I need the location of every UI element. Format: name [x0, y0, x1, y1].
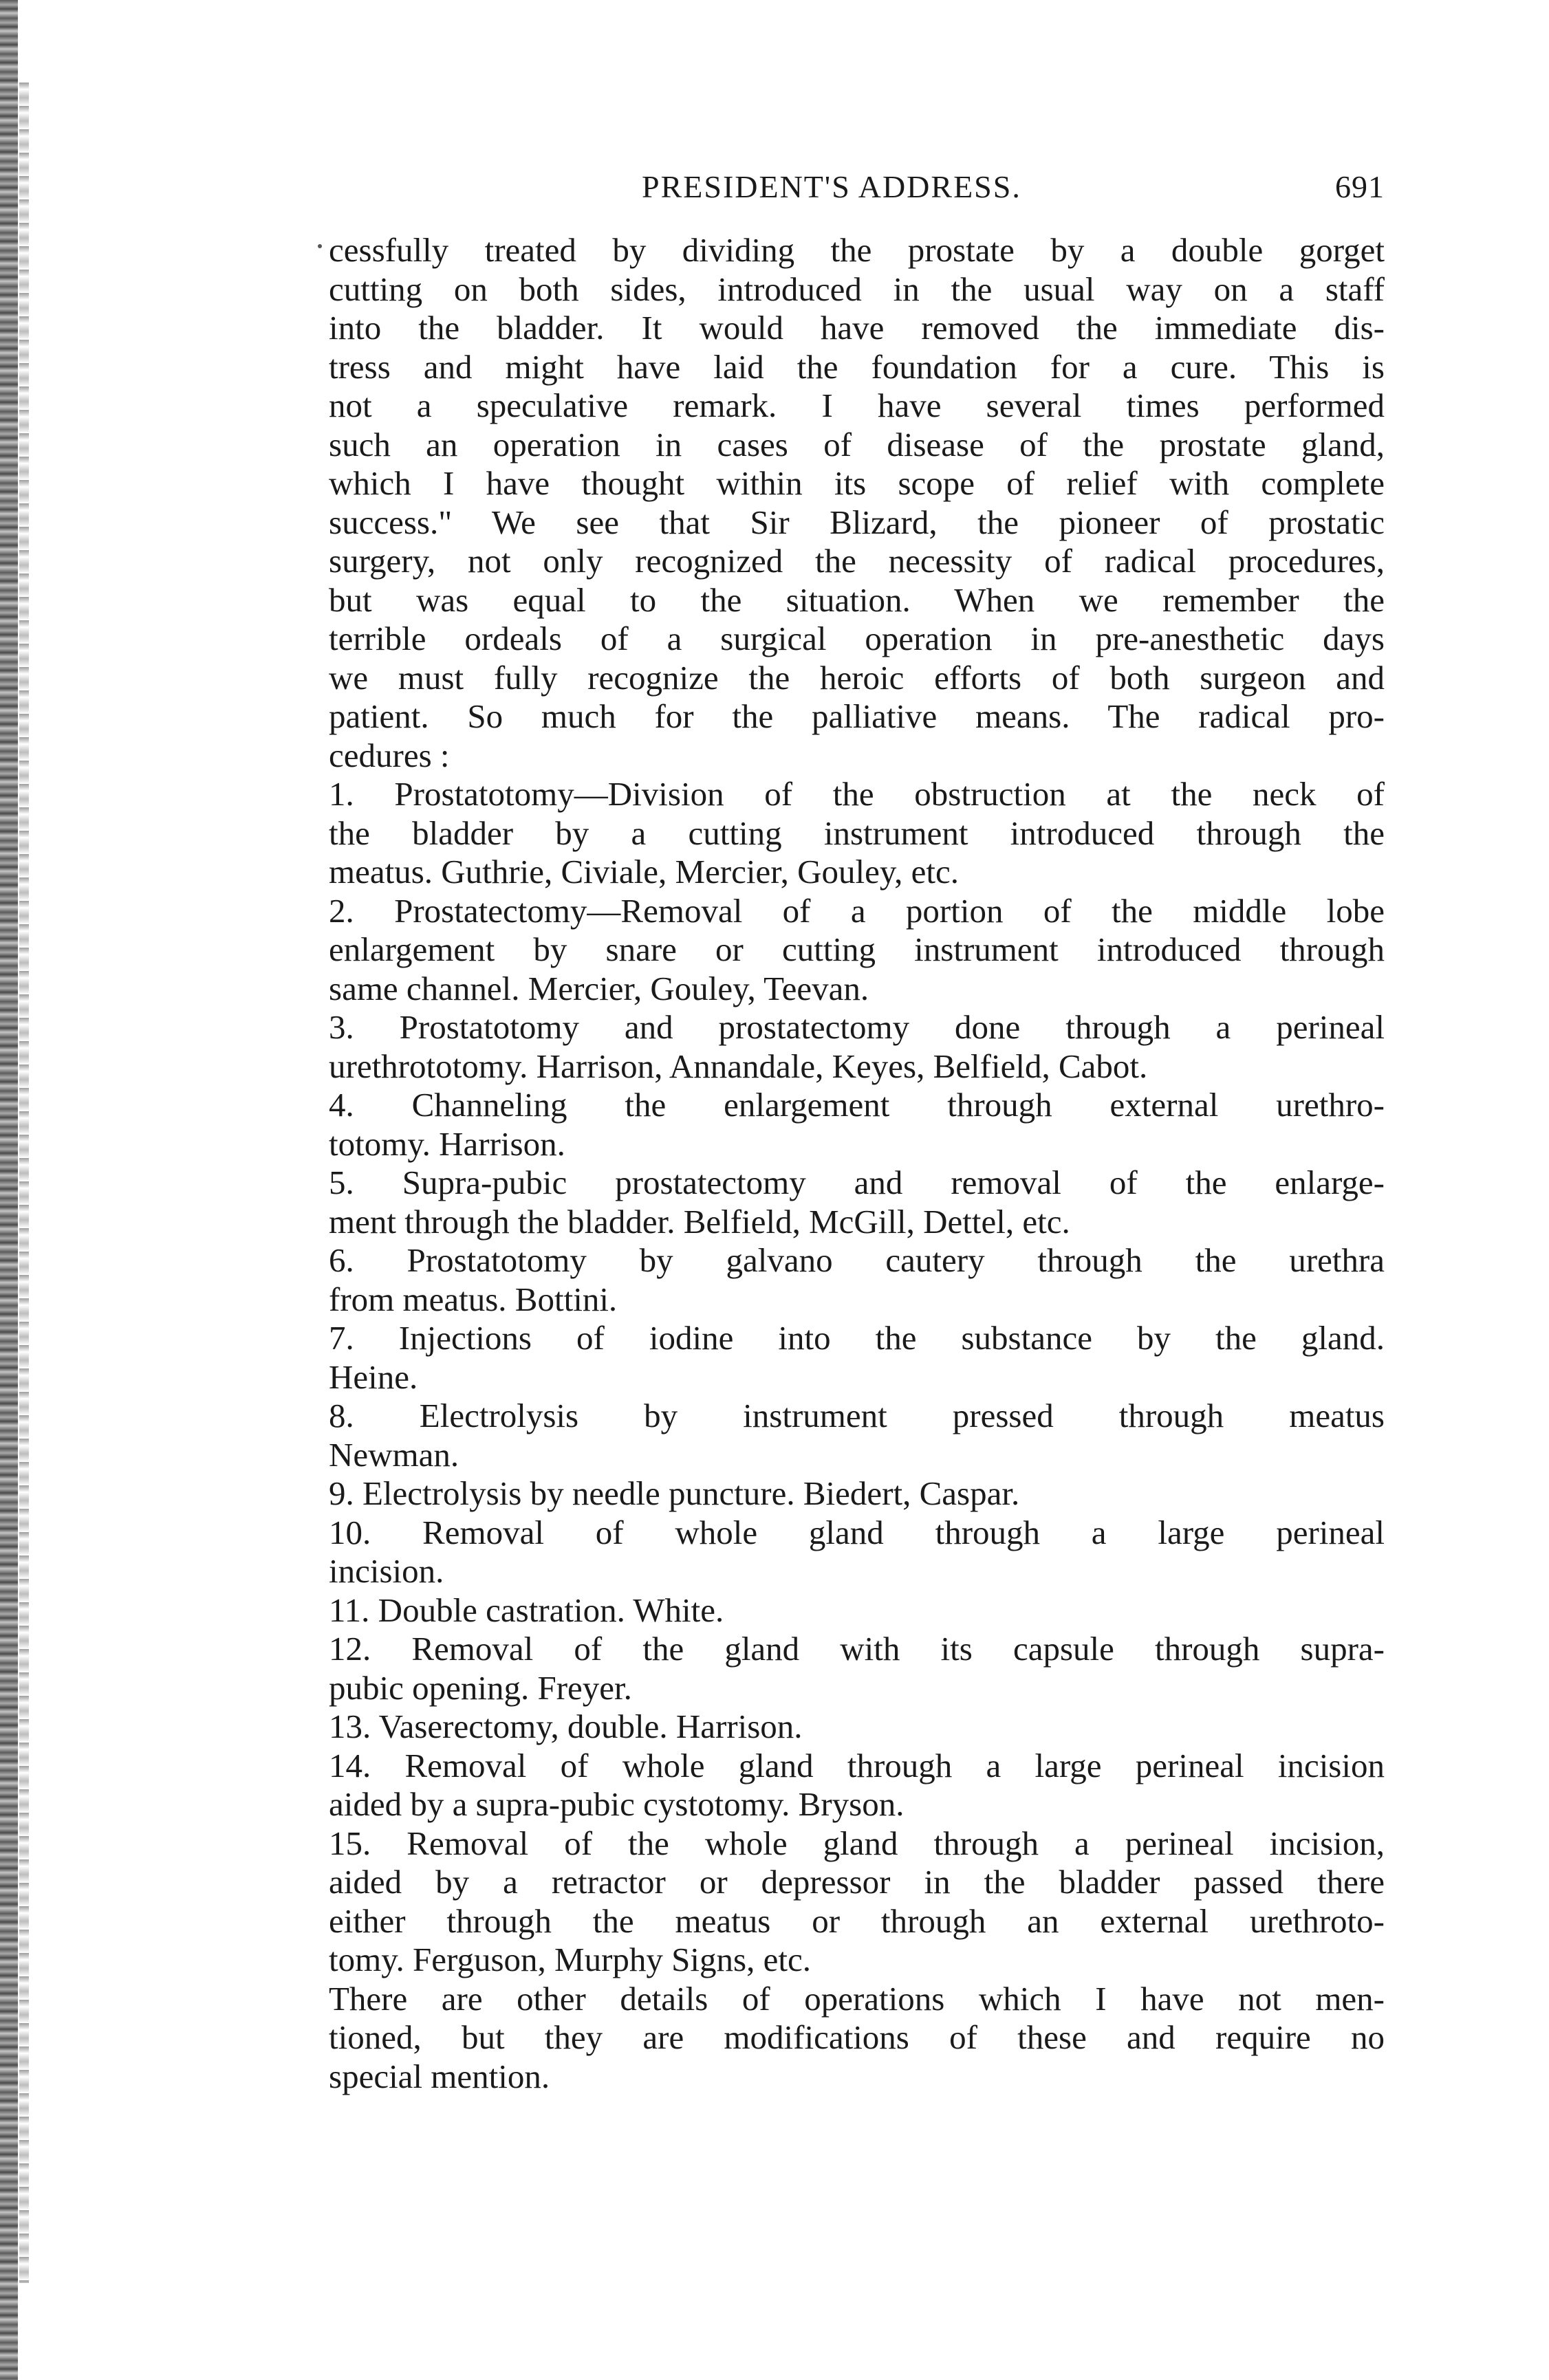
text-line: 5. Supra-pubic prostatectomy and removal of the enlarge- — [329, 1164, 1385, 1201]
page-header — [329, 168, 1385, 210]
text-line: urethrototomy. Harrison, Annandale, Keyes, Belfield, Cabot. — [329, 1047, 1148, 1085]
text-line: tress and might have laid the foundation for a cure. This is — [329, 347, 1385, 386]
text-line: into the bladder. It would have removed the immediate dis- — [329, 309, 1385, 347]
text-line: 15. Removal of the whole gland through a perineal incision, — [329, 1824, 1385, 1862]
text-line: such an operation in cases of disease of the prostate gland, — [329, 425, 1385, 463]
text-line: not a speculative remark. I have several times performed — [329, 386, 1385, 424]
text-line: surgery, not only recognized the necessity of radical procedures, — [329, 542, 1385, 580]
text-line: tomy. Ferguson, Murphy Signs, etc. — [329, 1941, 811, 1978]
text-line: terrible ordeals of a surgical operation in pre-anesthetic days — [329, 620, 1385, 657]
text-line: Heine. — [329, 1357, 418, 1396]
text-line: incision. — [329, 1552, 444, 1590]
text-line: same channel. Mercier, Gouley, Teevan. — [329, 969, 869, 1007]
text-line: 8. Electrolysis by instrument pressed through meatus — [329, 1397, 1385, 1434]
page-binding-edge — [0, 0, 18, 2380]
text-line: we must fully recognize the heroic efforts of both surgeon and — [329, 658, 1385, 697]
running-title: PRESIDENT'S ADDRESS. — [642, 169, 1021, 204]
text-line: cutting on both sides, introduced in the usual way on a staff — [329, 270, 1385, 308]
text-line: patient. So much for the palliative means. The radical pro- — [329, 697, 1385, 735]
text-line: either through the meatus or through an external urethroto- — [329, 1901, 1385, 1940]
text-line: 6. Prostatotomy by galvano cautery through the urethra — [329, 1241, 1385, 1279]
text-line: tioned, but they are modifications of these and require no — [329, 2018, 1385, 2056]
text-line: 12. Removal of the gland with its capsule through supra- — [329, 1630, 1385, 1668]
text-line: which I have thought within its scope of relief with complete — [329, 464, 1385, 502]
text-line: aided by a retractor or depressor in the bladder passed there — [329, 1863, 1385, 1901]
print-speck — [318, 244, 322, 248]
text-line: Newman. — [329, 1435, 459, 1474]
body-text — [329, 231, 1385, 2096]
text-line: 1. Prostatotomy—Division of the obstruction at the neck of — [329, 775, 1385, 813]
text-line: from meatus. Bottini. — [329, 1280, 618, 1318]
text-line: enlargement by snare or cutting instrument introduced through — [329, 930, 1385, 968]
text-line: 4. Channeling the enlargement through external urethro- — [329, 1086, 1385, 1124]
text-line: the bladder by a cutting instrument introduced through the — [329, 814, 1385, 852]
text-line: ment through the bladder. Belfield, McGill, Dettel, etc. — [329, 1202, 1070, 1241]
text-line: 7. Injections of iodine into the substance by the gland. — [329, 1319, 1385, 1357]
text-line: 3. Prostatotomy and prostatectomy done through a perineal — [329, 1008, 1385, 1046]
text-line: pubic opening. Freyer. — [329, 1668, 632, 1707]
text-line: success." We see that Sir Blizard, the pioneer of prostatic — [329, 503, 1385, 541]
page-number: 691 — [1335, 169, 1385, 204]
text-line: totomy. Harrison. — [329, 1124, 565, 1163]
text-line: 13. Vaserectomy, double. Harrison. — [329, 1707, 803, 1745]
text-line: There are other details of operations which I have not men- — [329, 1979, 1385, 2018]
text-line: 11. Double castration. White. — [329, 1591, 724, 1629]
text-line: 14. Removal of whole gland through a large perineal incision — [329, 1746, 1385, 1784]
text-line: meatus. Guthrie, Civiale, Mercier, Gouley, etc. — [329, 853, 960, 891]
text-line: 9. Electrolysis by needle puncture. Biedert, Caspar. — [329, 1474, 1020, 1512]
text-line: special mention. — [329, 2057, 550, 2095]
text-line: cessfully treated by dividing the prostate by a double gorget — [329, 231, 1385, 269]
text-line: aided by a supra-pubic cystotomy. Bryson. — [329, 1785, 905, 1823]
text-line: cedures : — [329, 736, 450, 774]
text-line: 2. Prostatectomy—Removal of a portion of the middle lobe — [329, 891, 1385, 930]
page-binding-shadow — [19, 83, 29, 2283]
text-line: but was equal to the situation. When we remember the — [329, 580, 1385, 619]
text-line: 10. Removal of whole gland through a large perineal — [329, 1513, 1385, 1551]
